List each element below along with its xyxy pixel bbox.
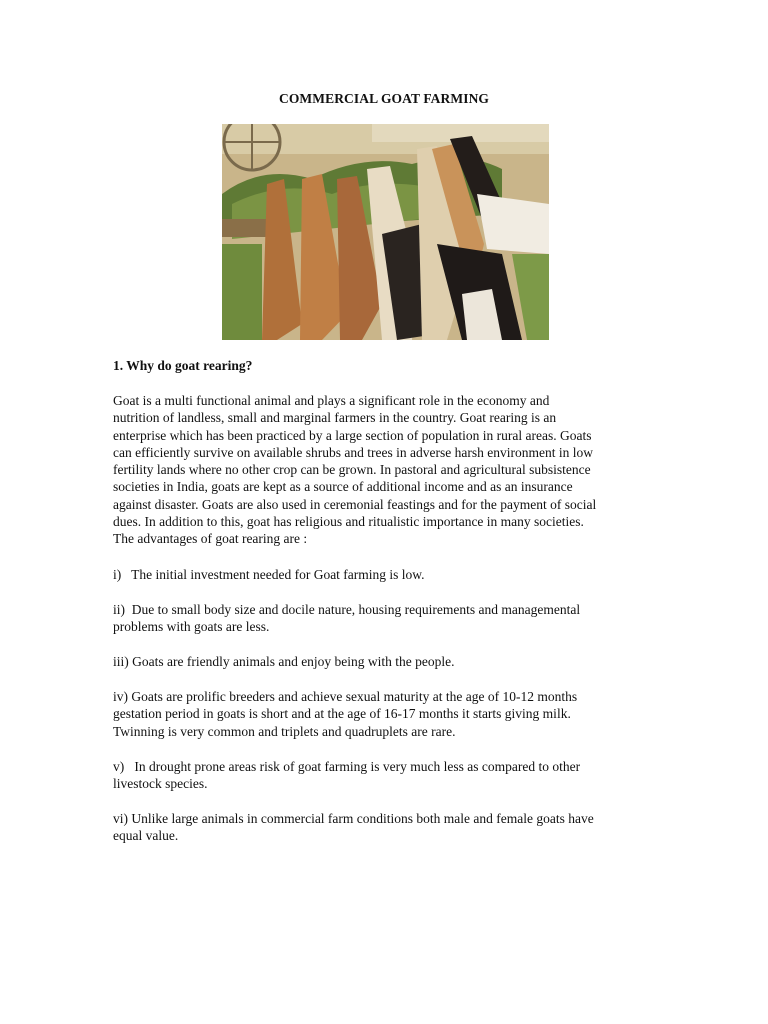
advantage-line: v) In drought prone areas risk of goat farming is very much less as compared to other <box>113 759 581 774</box>
intro-line: The advantages of goat rearing are : <box>113 531 308 547</box>
advantage-line: livestock species. <box>113 776 208 792</box>
advantage-line: problems with goats are less. <box>113 619 270 635</box>
advantage-item-iii <box>113 653 658 670</box>
intro-line: enterprise which has been practiced by a large section of population in rural areas. Goats <box>113 427 592 443</box>
goats-feeding-photo <box>222 124 549 340</box>
advantage-item-iv <box>113 688 658 740</box>
advantage-line: iv) Goats are prolific breeders and achieve sexual maturity at the age of 10-12 months <box>113 689 578 704</box>
document-title: COMMERCIAL GOAT FARMING <box>278 91 490 106</box>
section-heading: 1. Why do goat rearing? <box>113 358 253 373</box>
intro-line: dues. In addition to this, goat has religious and ritualistic importance in many societies. <box>113 514 584 530</box>
intro-line: Goat is a multi functional animal and plays a significant role in the economy and <box>113 393 550 408</box>
advantage-line: Twinning is very common and triplets and quadruplets are rare. <box>113 723 456 739</box>
advantage-line: gestation period in goats is short and at the age of 16-17 months it starts giving milk. <box>113 706 571 722</box>
advantage-line: i) The initial investment needed for Goat farming is low. <box>113 567 425 582</box>
intro-paragraph <box>113 392 658 548</box>
intro-line: fertility lands where no other crop can be grown. In pastoral and agricultural subsistence <box>113 462 591 478</box>
advantage-line: equal value. <box>113 828 179 844</box>
advantage-line: ii) Due to small body size and docile nature, housing requirements and managemental <box>113 602 581 617</box>
intro-line: against disaster. Goats are also used in ceremonial feastings and for the payment of social <box>113 496 597 512</box>
intro-line: nutrition of landless, small and marginal farmers in the country. Goat rearing is an <box>113 410 557 426</box>
intro-line: can efficiently survive on available shrubs and trees in adverse harsh environment in low <box>113 444 593 460</box>
advantage-item-vi <box>113 810 658 845</box>
advantage-item-i <box>113 566 658 583</box>
advantage-item-ii <box>113 601 658 636</box>
advantage-line: vi) Unlike large animals in commercial farm conditions both male and female goats have <box>113 811 594 826</box>
advantage-line: iii) Goats are friendly animals and enjoy being with the people. <box>113 654 455 669</box>
advantage-item-v <box>113 758 658 793</box>
intro-line: societies in India, goats are kept as a source of additional income and as an insurance <box>113 479 573 495</box>
